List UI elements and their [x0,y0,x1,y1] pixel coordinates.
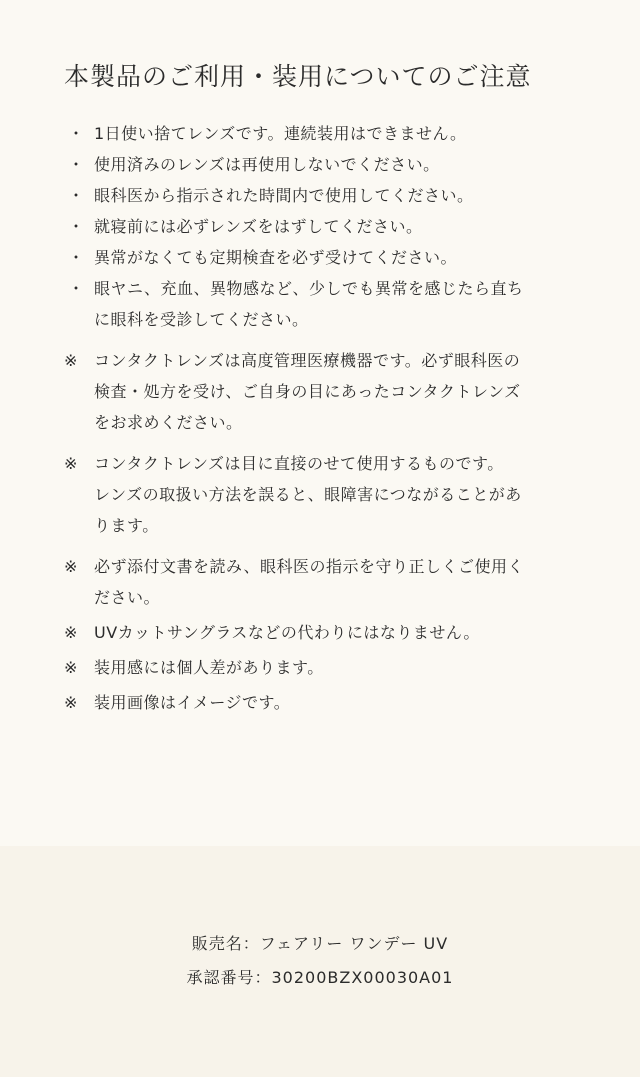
notice-text-line: 眼科医から指示された時間内で使用してください。 [94,186,474,205]
notice-item [64,149,584,180]
bullet-mark: ・ [68,155,85,174]
notice-text-line: コンタクトレンズは目に直接のせて使用するものです。 [94,454,504,473]
caution-item [64,687,584,718]
notice-text-line: ださい。 [94,588,161,607]
bullet-mark: ・ [68,279,85,298]
bullet-mark: ・ [68,217,85,236]
approval-number: 承認番号：30200BZX00030A01 [186,968,454,987]
notice-item [64,118,584,149]
reference-mark: ※ [64,351,78,370]
product-name: 販売名：フェアリー ワンデー UV [191,934,449,953]
notice-item [64,180,584,211]
notice-text-line: コンタクトレンズは高度管理医療機器です。必ず眼科医の [94,351,521,370]
notice-text-line: をお求めください。 [94,413,243,432]
notice-text-line: 1日使い捨てレンズです。連続装用はできません。 [94,124,467,143]
bullet-mark: ・ [68,186,85,205]
caution-item [64,551,584,613]
reference-mark: ※ [64,557,78,576]
notice-item [64,273,584,335]
notice-item [64,211,584,242]
caution-item [64,345,584,438]
reference-mark: ※ [64,693,78,712]
notice-text-line: レンズの取扱い方法を誤ると、眼障害につながることがあ [94,485,522,504]
reference-mark: ※ [64,454,78,473]
notice-text-line: 装用画像はイメージです。 [94,693,291,712]
notice-list [64,118,584,718]
notice-item [64,242,584,273]
notice-text-line: 使用済みのレンズは再使用しないでください。 [94,155,440,174]
bullet-mark: ・ [68,248,85,267]
notice-text-line: 装用感には個人差があります。 [94,658,324,677]
notice-text-line: に眼科を受診してください。 [94,310,309,329]
caution-item [64,617,584,648]
reference-mark: ※ [64,623,78,642]
notice-title: 本製品のご利用・装用についてのご注意 [64,62,532,91]
bullet-mark: ・ [68,124,85,143]
caution-item [64,652,584,683]
notice-text-line: 必ず添付文書を読み、眼科医の指示を守り正しくご使用く [94,557,524,576]
notice-text-line: 就寝前には必ずレンズをはずしてください。 [94,217,423,236]
notice-text-line: 検査・処方を受け、ご自身の目にあったコンタクトレンズ [94,382,521,401]
notice-text-line: ります。 [94,516,159,535]
notice-text-line: 眼ヤニ、充血、異物感など、少しでも異常を感じたら直ち [94,279,524,298]
notice-text-line: 異常がなくても定期検査を必ず受けてください。 [94,248,458,267]
caution-item [64,448,584,541]
product-info-footer [0,846,640,1077]
reference-mark: ※ [64,658,78,677]
notice-text-line: UVカットサングラスなどの代わりにはなりません。 [94,623,480,642]
